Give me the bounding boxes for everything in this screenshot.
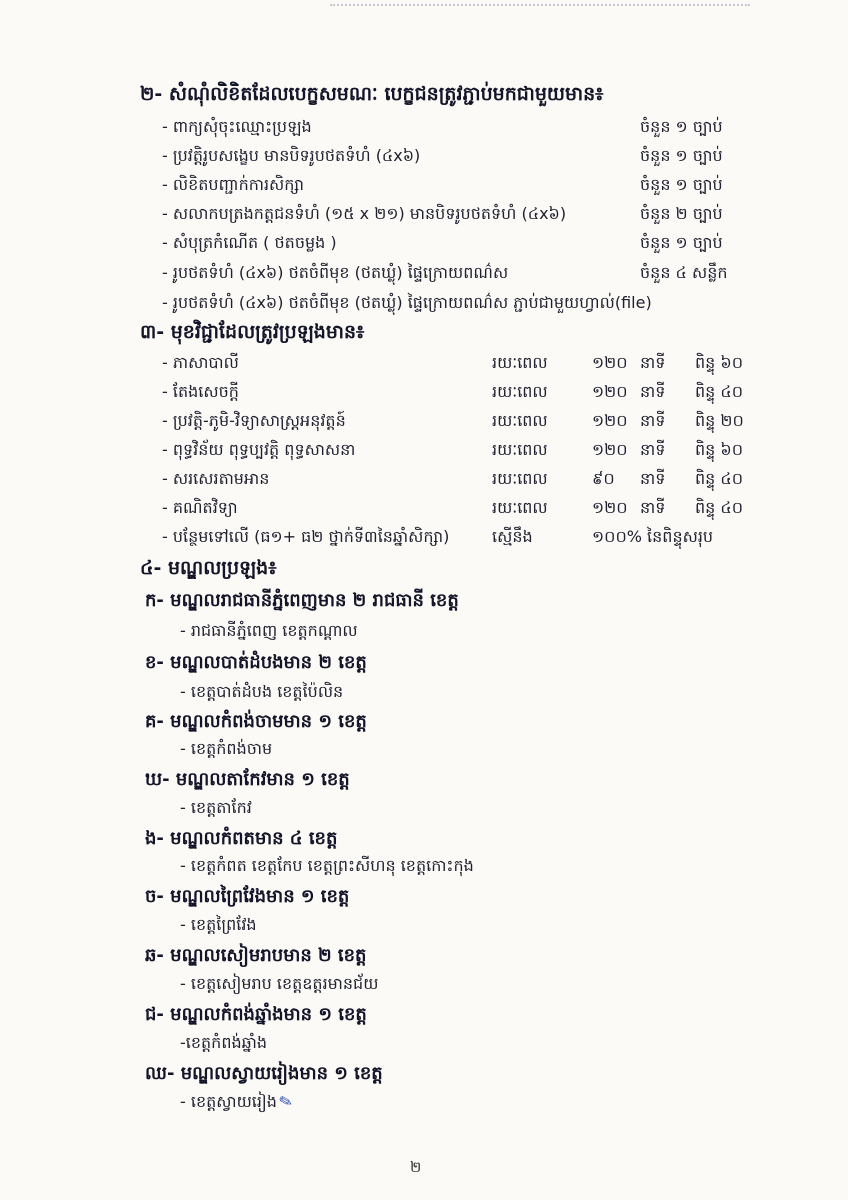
doc-item-label: - លិខិតបញ្ជាក់ការសិក្សា: [162, 175, 305, 194]
center-title: ង- មណ្ឌលកំពតមាន ៤ ខេត្ត: [145, 828, 338, 849]
subject-score: ពិន្ទុ ៤០: [695, 498, 744, 517]
doc-item-count: ចំនួន ១ ច្បាប់: [640, 117, 723, 136]
subject-name: - ប្រវត្តិ-ភូមិ-វិទ្យាសាស្ត្រអនុវត្តន៍: [162, 411, 346, 430]
subject-duration-label: រយៈពេល: [492, 498, 548, 517]
subject-score: ពិន្ទុ ៦០: [695, 440, 744, 459]
subject-name: - តែងសេចក្ដី: [162, 382, 239, 401]
subject-score: ពិន្ទុ ៤០: [695, 469, 744, 488]
subject-minutes: ១២០: [592, 498, 628, 517]
subject-unit: នាទី: [640, 411, 666, 430]
subject-duration-label: រយៈពេល: [492, 469, 548, 488]
bonus-label: - បន្ថែមទៅលើ (ធ១+ ធ២ ថ្នាក់ទី៣នៃឆ្នាំសិក្សា): [162, 527, 450, 546]
subject-score: ពិន្ទុ ២០: [695, 411, 744, 430]
center-title: ក- មណ្ឌលរាជធានីភ្នំពេញមាន ២ រាជធានី ខេត្ត: [145, 590, 459, 611]
subject-unit: នាទី: [640, 498, 666, 517]
center-title: ខ- មណ្ឌលបាត់ដំបងមាន ២ ខេត្ត: [145, 652, 367, 673]
doc-item-count: ចំនួន ១ ច្បាប់: [640, 175, 723, 194]
top-divider: [330, 4, 750, 8]
doc-item-count: ចំនួន ២ ច្បាប់: [640, 204, 723, 223]
bonus-value: ១០០% នៃពិន្ទុសរុប: [592, 527, 714, 546]
subject-duration-label: រយៈពេល: [492, 440, 548, 459]
section4-heading: ៤- មណ្ឌលប្រឡង៖: [140, 557, 277, 579]
doc-item-label: - សលាកបត្រងកត្តជនទំហំ (១៥ x ២១) មានបិទរូបថតទំហំ (៤x៦): [162, 204, 567, 223]
subject-name: - ពុទ្ធវិន័យ ពុទ្ធប្បវត្តិ ពុទ្ធសាសនា: [162, 440, 356, 459]
center-provinces: - ខេត្តស្វាយរៀង: [180, 1092, 277, 1111]
center-title: ច- មណ្ឌលព្រៃវែងមាន ១ ខេត្ត: [145, 886, 350, 907]
section3-heading: ៣- មុខវិជ្ជាដែលត្រូវប្រឡងមាន៖: [140, 321, 365, 343]
center-title: គ- មណ្ឌលកំពង់ចាមមាន ១ ខេត្ត: [145, 711, 367, 732]
doc-item-label: - សំបុត្រកំណើត ( ថតចម្លង ): [162, 233, 337, 252]
subject-minutes: ៩០: [592, 469, 615, 488]
subject-name: - គណិតវិទ្យា: [162, 498, 238, 517]
bonus-equal: ស្មើនឹង: [492, 527, 533, 546]
subject-name: - សរសេរតាមអាន: [162, 469, 270, 488]
subject-duration-label: រយៈពេល: [492, 353, 548, 372]
subject-minutes: ១២០: [592, 353, 628, 372]
center-provinces: -ខេត្តកំពង់ឆ្នាំង: [180, 1033, 268, 1052]
center-provinces: - រាជធានីភ្នំពេញ ខេត្តកណ្ដាល: [180, 621, 358, 640]
doc-item-label: - ពាក្យសុំចុះឈ្មោះប្រឡង: [162, 117, 312, 136]
doc-item-count: ចំនួន ១ ច្បាប់: [640, 233, 723, 252]
center-title: ឆ- មណ្ឌលសៀមរាបមាន ២ ខេត្ត: [145, 945, 367, 966]
center-provinces: - ខេត្តកំពត ខេត្តកែប ខេត្តព្រះសីហនុ ខេត្តកោះកុង: [180, 856, 474, 875]
center-provinces: - ខេត្តកំពង់ចាម: [180, 739, 273, 758]
subject-unit: នាទី: [640, 353, 666, 372]
center-title: ឈ- មណ្ឌលស្វាយរៀងមាន ១ ខេត្ត: [145, 1063, 383, 1084]
page-number: ២: [410, 1158, 422, 1176]
center-provinces: - ខេត្តព្រៃវែង: [180, 915, 257, 934]
subject-duration-label: រយៈពេល: [492, 382, 548, 401]
subject-minutes: ១២០: [592, 382, 628, 401]
doc-item-count: ចំនួន ៤ សន្លឹក: [640, 263, 728, 282]
ink-mark-icon: ✎: [276, 1090, 295, 1113]
subject-duration-label: រយៈពេល: [492, 411, 548, 430]
center-provinces: - ខេត្តបាត់ដំបង ខេត្តប៉ៃលិន: [180, 682, 344, 701]
subject-minutes: ១២០: [592, 440, 628, 459]
doc-item-label: - ប្រវត្តិរូបសង្ខេប មានបិទរូបថតទំហំ (៤x៦): [162, 146, 421, 165]
section2-heading: ២- សំណុំលិខិតដែលបេក្ខសមណៈ បេក្ខជនត្រូវភ្ជាប់មកជាមួយមាន៖: [140, 83, 604, 105]
subject-unit: នាទី: [640, 440, 666, 459]
center-provinces: - ខេត្តសៀមរាប ខេត្តឧត្តរមានជ័យ: [180, 974, 379, 993]
doc-item-label: - រូបថតទំហំ (៤x៦) ថតចំពីមុខ (ថតឃ្លុំ) ផ្ទៃក្រោយពណ៌ស: [162, 263, 509, 282]
center-provinces-row: [180, 1090, 295, 1115]
subject-score: ពិន្ទុ ៤០: [695, 382, 744, 401]
subject-minutes: ១២០: [592, 411, 628, 430]
center-title: ឃ- មណ្ឌលតាកែវមាន ១ ខេត្ត: [145, 769, 350, 790]
center-title: ជ- មណ្ឌលកំពង់ឆ្នាំងមាន ១ ខេត្ត: [145, 1004, 367, 1025]
center-provinces: - ខេត្តតាកែវ: [180, 798, 252, 817]
subject-score: ពិន្ទុ ៦០: [695, 353, 744, 372]
subject-unit: នាទី: [640, 382, 666, 401]
doc-item-count: ចំនួន ១ ច្បាប់: [640, 146, 723, 165]
subject-unit: នាទី: [640, 469, 666, 488]
subject-name: - ភាសាបាលី: [162, 353, 239, 372]
doc-item-label: - រូបថតទំហំ (៤x៦) ថតចំពីមុខ (ថតឃ្លុំ) ផ្ទៃក្រោយពណ៌ស ភ្ជាប់ជាមួយហ្វាល់(file): [162, 293, 652, 312]
